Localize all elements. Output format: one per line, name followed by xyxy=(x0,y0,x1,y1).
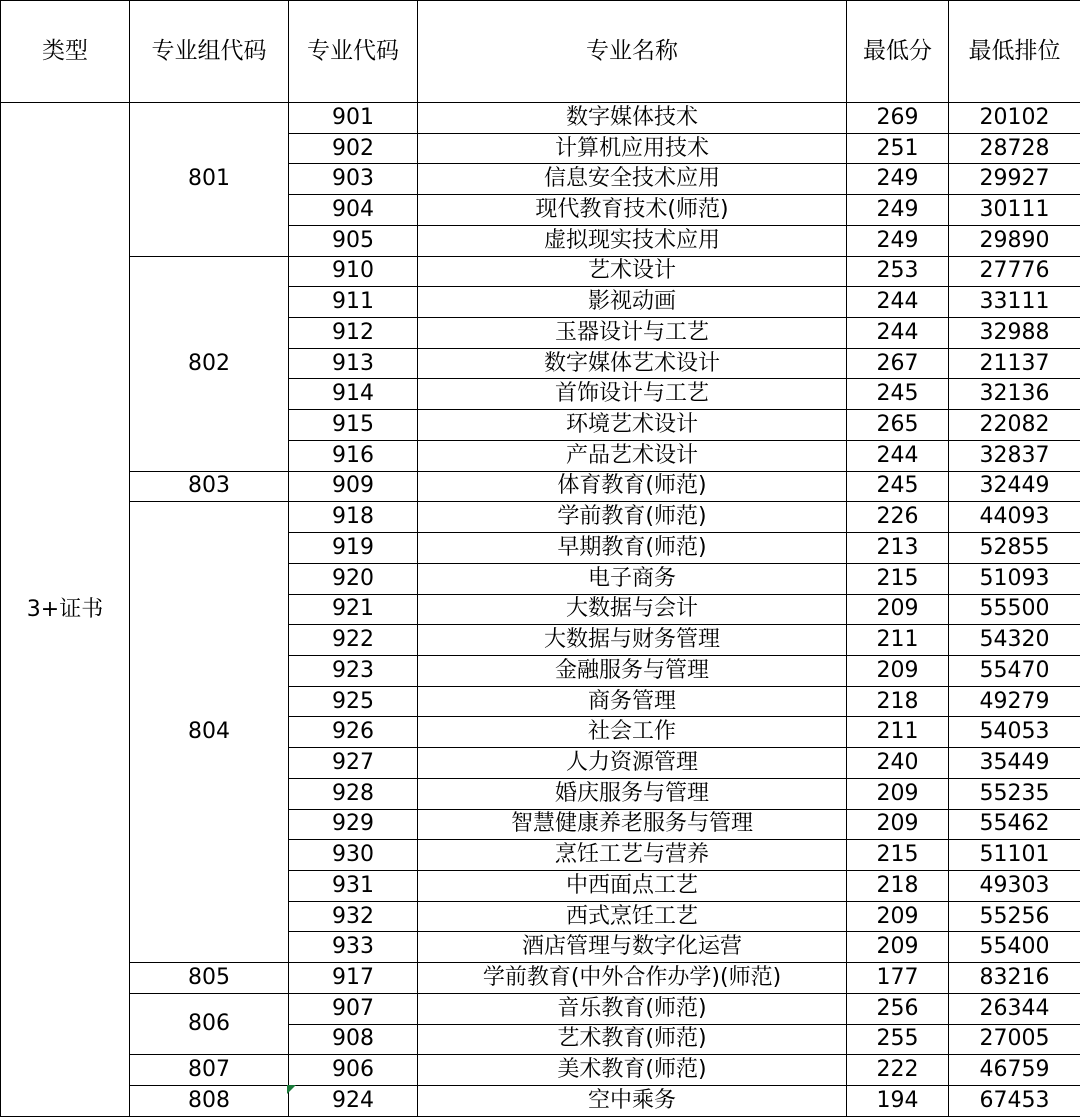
major-code-cell: 902 xyxy=(289,133,418,164)
table-row xyxy=(1,963,1080,994)
min-score-cell: 240 xyxy=(847,748,949,779)
min-rank-cell: 32449 xyxy=(949,471,1080,502)
major-code-cell: 933 xyxy=(289,932,418,963)
min-rank-cell: 26344 xyxy=(949,993,1080,1024)
major-code-cell: 905 xyxy=(289,225,418,256)
min-rank-cell: 55400 xyxy=(949,932,1080,963)
group-code-cell: 803 xyxy=(130,471,289,502)
min-rank-cell: 54053 xyxy=(949,717,1080,748)
min-score-cell: 226 xyxy=(847,502,949,533)
table-row xyxy=(1,1055,1080,1086)
major-code-cell: 915 xyxy=(289,410,418,441)
header-min-rank: 最低排位 xyxy=(949,1,1080,103)
min-rank-cell: 29927 xyxy=(949,164,1080,195)
major-name-cell: 大数据与会计 xyxy=(418,594,847,625)
min-score-cell: 211 xyxy=(847,717,949,748)
min-score-cell: 267 xyxy=(847,348,949,379)
major-name-cell: 虚拟现实技术应用 xyxy=(418,225,847,256)
header-category: 类型 xyxy=(1,1,130,103)
min-rank-cell: 51093 xyxy=(949,563,1080,594)
major-name-cell: 大数据与财务管理 xyxy=(418,625,847,656)
category-cell: 3+证书 xyxy=(1,103,130,1117)
min-score-cell: 209 xyxy=(847,778,949,809)
major-code-cell: 914 xyxy=(289,379,418,410)
group-code-cell: 808 xyxy=(130,1086,289,1117)
header-row xyxy=(1,1,1080,103)
min-score-cell: 269 xyxy=(847,103,949,134)
min-rank-cell: 55462 xyxy=(949,809,1080,840)
major-name-cell: 商务管理 xyxy=(418,686,847,717)
min-rank-cell: 51101 xyxy=(949,840,1080,871)
major-code-cell: 903 xyxy=(289,164,418,195)
major-name-cell: 烹饪工艺与营养 xyxy=(418,840,847,871)
major-code-cell: 913 xyxy=(289,348,418,379)
min-rank-cell: 27776 xyxy=(949,256,1080,287)
min-score-cell: 244 xyxy=(847,287,949,318)
major-name-cell: 学前教育(中外合作办学)(师范) xyxy=(418,963,847,994)
min-score-cell: 256 xyxy=(847,993,949,1024)
major-code-cell: 916 xyxy=(289,440,418,471)
min-score-cell: 255 xyxy=(847,1024,949,1055)
major-name-cell: 空中乘务 xyxy=(418,1086,847,1117)
table-body xyxy=(1,103,1080,1117)
min-rank-cell: 29890 xyxy=(949,225,1080,256)
group-code-cell: 804 xyxy=(130,502,289,963)
major-code-cell: 909 xyxy=(289,471,418,502)
min-score-cell: 218 xyxy=(847,686,949,717)
min-score-cell: 251 xyxy=(847,133,949,164)
min-rank-cell: 28728 xyxy=(949,133,1080,164)
major-name-cell: 智慧健康养老服务与管理 xyxy=(418,809,847,840)
table-row xyxy=(1,256,1080,287)
table-row xyxy=(1,1086,1080,1117)
major-code-cell: 910 xyxy=(289,256,418,287)
group-code-cell: 807 xyxy=(130,1055,289,1086)
min-rank-cell: 55235 xyxy=(949,778,1080,809)
header-major-name: 专业名称 xyxy=(418,1,847,103)
header-group-code: 专业组代码 xyxy=(130,1,289,103)
major-name-cell: 人力资源管理 xyxy=(418,748,847,779)
min-rank-cell: 46759 xyxy=(949,1055,1080,1086)
major-code-cell: 924 xyxy=(289,1086,418,1117)
major-name-cell: 中西面点工艺 xyxy=(418,870,847,901)
min-score-cell: 222 xyxy=(847,1055,949,1086)
major-name-cell: 产品艺术设计 xyxy=(418,440,847,471)
min-score-cell: 209 xyxy=(847,809,949,840)
min-rank-cell: 52855 xyxy=(949,533,1080,564)
min-score-cell: 265 xyxy=(847,410,949,441)
min-score-cell: 177 xyxy=(847,963,949,994)
min-rank-cell: 21137 xyxy=(949,348,1080,379)
min-rank-cell: 32988 xyxy=(949,318,1080,349)
major-name-cell: 现代教育技术(师范) xyxy=(418,195,847,226)
major-name-cell: 金融服务与管理 xyxy=(418,655,847,686)
major-code-cell: 901 xyxy=(289,103,418,134)
major-name-cell: 环境艺术设计 xyxy=(418,410,847,441)
major-code-cell: 932 xyxy=(289,901,418,932)
major-name-cell: 影视动画 xyxy=(418,287,847,318)
min-rank-cell: 27005 xyxy=(949,1024,1080,1055)
min-rank-cell: 54320 xyxy=(949,625,1080,656)
min-score-cell: 213 xyxy=(847,533,949,564)
min-score-cell: 249 xyxy=(847,164,949,195)
major-name-cell: 早期教育(师范) xyxy=(418,533,847,564)
major-name-cell: 美术教育(师范) xyxy=(418,1055,847,1086)
min-rank-cell: 44093 xyxy=(949,502,1080,533)
min-score-cell: 218 xyxy=(847,870,949,901)
major-code-cell: 928 xyxy=(289,778,418,809)
min-score-cell: 215 xyxy=(847,840,949,871)
min-rank-cell: 30111 xyxy=(949,195,1080,226)
min-score-cell: 249 xyxy=(847,225,949,256)
major-code-cell: 930 xyxy=(289,840,418,871)
table-row xyxy=(1,993,1080,1024)
table-row xyxy=(1,502,1080,533)
header-min-score: 最低分 xyxy=(847,1,949,103)
major-name-cell: 玉器设计与工艺 xyxy=(418,318,847,349)
major-name-cell: 体育教育(师范) xyxy=(418,471,847,502)
major-code-cell: 908 xyxy=(289,1024,418,1055)
min-rank-cell: 22082 xyxy=(949,410,1080,441)
major-name-cell: 学前教育(师范) xyxy=(418,502,847,533)
min-rank-cell: 35449 xyxy=(949,748,1080,779)
min-rank-cell: 55470 xyxy=(949,655,1080,686)
major-code-cell: 912 xyxy=(289,318,418,349)
min-rank-cell: 20102 xyxy=(949,103,1080,134)
min-score-cell: 215 xyxy=(847,563,949,594)
header-major-code: 专业代码 xyxy=(289,1,418,103)
min-rank-cell: 55500 xyxy=(949,594,1080,625)
major-name-cell: 酒店管理与数字化运营 xyxy=(418,932,847,963)
table-row xyxy=(1,471,1080,502)
major-name-cell: 首饰设计与工艺 xyxy=(418,379,847,410)
cell-comment-marker xyxy=(287,1085,296,1094)
group-code-cell: 806 xyxy=(130,993,289,1054)
major-name-cell: 艺术教育(师范) xyxy=(418,1024,847,1055)
major-name-cell: 信息安全技术应用 xyxy=(418,164,847,195)
major-name-cell: 计算机应用技术 xyxy=(418,133,847,164)
major-code-cell: 918 xyxy=(289,502,418,533)
major-name-cell: 数字媒体艺术设计 xyxy=(418,348,847,379)
min-rank-cell: 32837 xyxy=(949,440,1080,471)
major-name-cell: 数字媒体技术 xyxy=(418,103,847,134)
major-code-cell: 929 xyxy=(289,809,418,840)
major-code-cell: 904 xyxy=(289,195,418,226)
min-score-cell: 244 xyxy=(847,318,949,349)
major-code-cell: 931 xyxy=(289,870,418,901)
major-name-cell: 西式烹饪工艺 xyxy=(418,901,847,932)
major-name-cell: 电子商务 xyxy=(418,563,847,594)
major-code-cell: 923 xyxy=(289,655,418,686)
major-code-cell: 921 xyxy=(289,594,418,625)
min-rank-cell: 83216 xyxy=(949,963,1080,994)
major-name-cell: 音乐教育(师范) xyxy=(418,993,847,1024)
min-score-cell: 249 xyxy=(847,195,949,226)
min-score-cell: 209 xyxy=(847,655,949,686)
min-score-cell: 211 xyxy=(847,625,949,656)
major-code-cell: 925 xyxy=(289,686,418,717)
major-code-cell: 922 xyxy=(289,625,418,656)
major-code-cell: 906 xyxy=(289,1055,418,1086)
major-code-cell: 917 xyxy=(289,963,418,994)
min-score-cell: 245 xyxy=(847,471,949,502)
major-code-cell: 926 xyxy=(289,717,418,748)
min-rank-cell: 49279 xyxy=(949,686,1080,717)
group-code-cell: 801 xyxy=(130,103,289,257)
major-name-cell: 婚庆服务与管理 xyxy=(418,778,847,809)
min-rank-cell: 33111 xyxy=(949,287,1080,318)
min-rank-cell: 55256 xyxy=(949,901,1080,932)
group-code-cell: 805 xyxy=(130,963,289,994)
major-code-cell: 920 xyxy=(289,563,418,594)
min-rank-cell: 49303 xyxy=(949,870,1080,901)
major-name-cell: 社会工作 xyxy=(418,717,847,748)
min-rank-cell: 32136 xyxy=(949,379,1080,410)
major-code-cell: 907 xyxy=(289,993,418,1024)
min-score-cell: 253 xyxy=(847,256,949,287)
major-code-cell: 919 xyxy=(289,533,418,564)
group-code-cell: 802 xyxy=(130,256,289,471)
min-score-cell: 209 xyxy=(847,932,949,963)
major-code-cell: 927 xyxy=(289,748,418,779)
major-code-cell: 911 xyxy=(289,287,418,318)
table-row xyxy=(1,103,1080,134)
min-score-cell: 244 xyxy=(847,440,949,471)
min-rank-cell: 67453 xyxy=(949,1086,1080,1117)
min-score-cell: 245 xyxy=(847,379,949,410)
min-score-cell: 209 xyxy=(847,901,949,932)
min-score-cell: 194 xyxy=(847,1086,949,1117)
major-name-cell: 艺术设计 xyxy=(418,256,847,287)
min-score-cell: 209 xyxy=(847,594,949,625)
